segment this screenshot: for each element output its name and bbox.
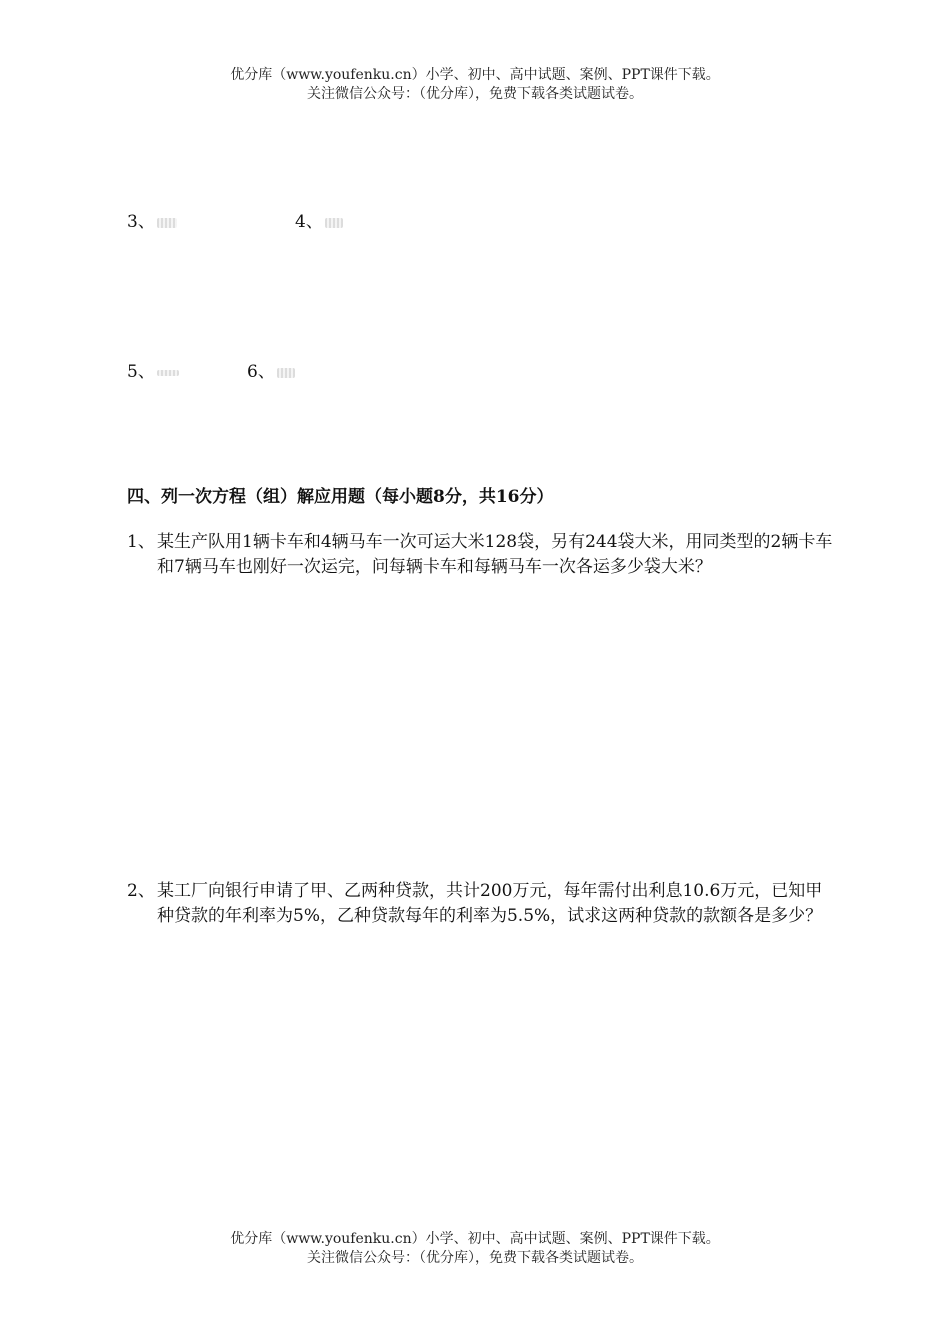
equation-image: [157, 370, 179, 376]
equation-image: [157, 218, 177, 228]
question-2: [127, 879, 839, 929]
equation-image: [325, 218, 343, 228]
section-4-title: 四、列一次方程（组）解应用题（每小题8分，共16分）: [127, 487, 554, 507]
question-1-number: 1、: [127, 532, 155, 552]
header-line-2: 关注微信公众号：（优分库），免费下载各类试题试卷。: [307, 86, 643, 102]
subproblem-5-label: 5、: [127, 362, 155, 382]
question-1: [127, 530, 839, 580]
subproblem-5: [127, 357, 179, 382]
question-2-text: 某工厂向银行申请了甲、乙两种贷款，共计200万元，每年需付出利息10.6万元，已知甲种贷款的年利率为5%，乙种贷款每年的利率为5.5%，试求这两种贷款的款额各是多少？: [157, 881, 823, 926]
header-line-1: 优分库（www.youfenku.cn）小学、初中、高中试题、案例、PPT课件下载。: [230, 67, 720, 83]
page-footer: [0, 1230, 950, 1268]
subproblem-4-label: 4、: [295, 212, 323, 232]
subproblem-3: [127, 207, 177, 232]
footer-line-1: 优分库（www.youfenku.cn）小学、初中、高中试题、案例、PPT课件下载。: [230, 1231, 720, 1247]
page-header: [0, 66, 950, 104]
subproblem-6: [247, 357, 295, 382]
equation-image: [277, 368, 295, 378]
subproblem-4: [295, 207, 343, 232]
footer-line-2: 关注微信公众号：（优分库），免费下载各类试题试卷。: [307, 1250, 643, 1266]
subproblem-6-label: 6、: [247, 362, 275, 382]
question-1-text: 某生产队用1辆卡车和4辆马车一次可运大米128袋，另有244袋大米，用同类型的2辆卡车和7辆马车也刚好一次运完，问每辆卡车和每辆马车一次各运多少袋大米？: [157, 532, 833, 577]
question-2-number: 2、: [127, 881, 155, 901]
subproblem-3-label: 3、: [127, 212, 155, 232]
